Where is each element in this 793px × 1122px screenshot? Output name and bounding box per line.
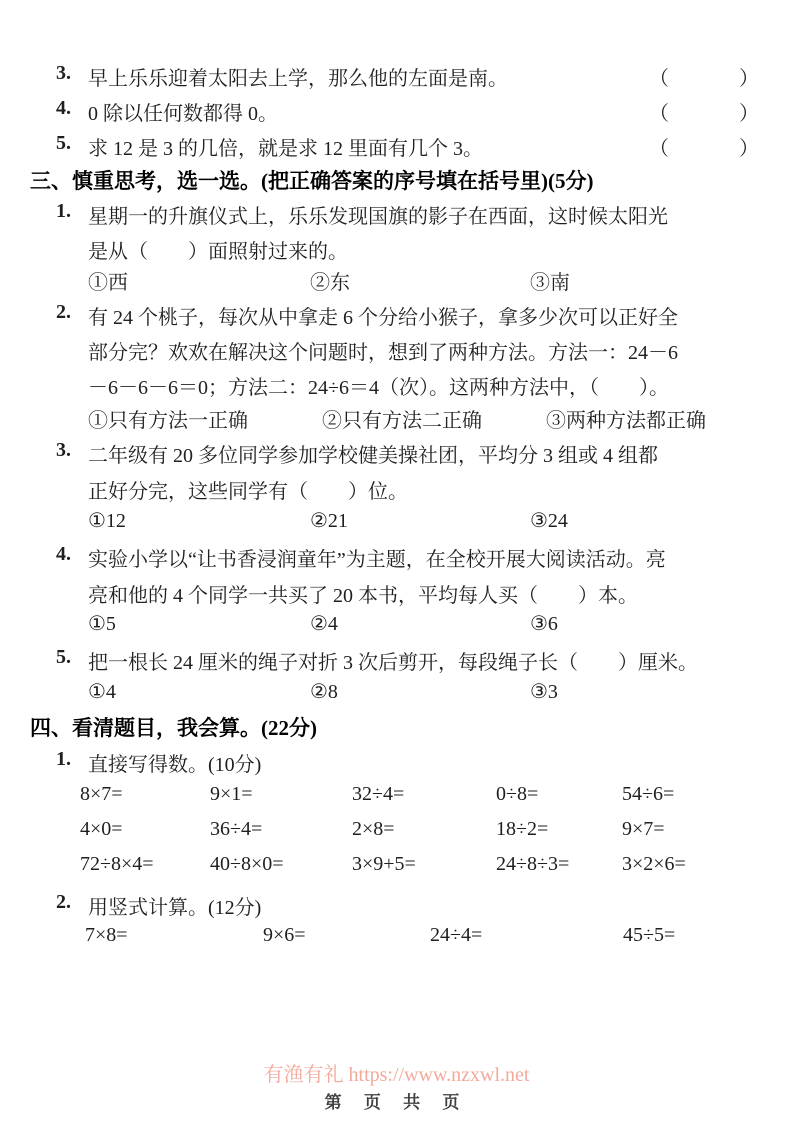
calc-row <box>0 818 793 850</box>
question-text: 有 24 个桃子，每次从中拿走 6 个分给小猴子，拿多少次可以正好全 <box>88 307 678 329</box>
answer-bracket: （ ） <box>649 103 769 125</box>
calc-row <box>0 783 793 815</box>
choice-question-line <box>0 579 793 611</box>
question-text: 正好分完，这些同学有（ ）位。 <box>88 481 408 503</box>
question-text: 是从（ ）面照射过来的。 <box>88 241 348 263</box>
vertical-calc-row <box>0 924 793 956</box>
option-1: ①4 <box>88 681 116 703</box>
question-number: 3. <box>56 62 71 84</box>
question-text: 二年级有 20 多位同学参加学校健美操社团，平均分 3 组或 4 组都 <box>88 445 658 467</box>
question-text: 亮和他的 4 个同学一共买了 20 本书，平均每人买（ ）本。 <box>88 585 638 607</box>
option-3: ③3 <box>530 681 558 703</box>
question-text: 求 12 是 3 的几倍，就是求 12 里面有几个 3。 <box>88 138 483 160</box>
choice-question-line <box>0 301 793 333</box>
calc-item: 7×8= <box>85 924 128 946</box>
question-text: 早上乐乐迎着太阳去上学，那么他的左面是南。 <box>88 68 508 90</box>
option-2: ②东 <box>310 272 350 294</box>
calc-item: 32÷4= <box>352 783 405 805</box>
choice-question-line <box>0 475 793 507</box>
option-2: ②21 <box>310 510 348 532</box>
section-heading: 三、慎重思考，选一选。(把正确答案的序号填在括号里)(5分) <box>30 169 594 193</box>
option-2: ②8 <box>310 681 338 703</box>
choice-options-row <box>0 508 793 540</box>
subsection-title: 用竖式计算。(12分) <box>88 897 262 919</box>
choice-question-line <box>0 235 793 267</box>
calc-item: 3×9+5= <box>352 853 416 875</box>
choice-options-row <box>0 611 793 643</box>
question-text: －6－6－6＝0；方法二：24÷6＝4（次）。这两种方法中，（ ）。 <box>88 377 669 399</box>
subsection-row <box>0 891 793 923</box>
calc-item: 0÷8= <box>496 783 539 805</box>
question-number: 4. <box>56 543 71 565</box>
option-1: ①西 <box>88 272 128 294</box>
answer-bracket: （ ） <box>649 68 769 90</box>
section-three-heading-row <box>0 165 793 197</box>
calc-item: 4×0= <box>80 818 123 840</box>
choice-question-line <box>0 371 793 403</box>
subsection-row <box>0 748 793 780</box>
option-1: ①5 <box>88 613 116 635</box>
option-2: ②只有方法二正确 <box>322 410 482 432</box>
question-number: 3. <box>56 439 71 461</box>
choice-question-line <box>0 200 793 232</box>
subsection-number: 2. <box>56 891 71 913</box>
calc-item: 54÷6= <box>622 783 675 805</box>
judge-item <box>0 97 793 129</box>
option-1: ①12 <box>88 510 126 532</box>
calc-item: 2×8= <box>352 818 395 840</box>
option-3: ③南 <box>530 272 570 294</box>
calc-item: 9×6= <box>263 924 306 946</box>
section-heading: 四、看清题目，我会算。(22分) <box>30 716 317 740</box>
question-text: 把一根长 24 厘米的绳子对折 3 次后剪开，每段绳子长（ ）厘米。 <box>88 652 698 674</box>
calc-item: 24÷4= <box>430 924 483 946</box>
calc-item: 72÷8×4= <box>80 853 154 875</box>
choice-question-line <box>0 439 793 471</box>
calc-item: 18÷2= <box>496 818 549 840</box>
answer-bracket: （ ） <box>649 138 769 160</box>
judge-item <box>0 62 793 94</box>
choice-options-row <box>0 404 793 436</box>
question-number: 5. <box>56 132 71 154</box>
calc-item: 24÷8÷3= <box>496 853 570 875</box>
judge-item <box>0 132 793 164</box>
choice-question-line <box>0 646 793 678</box>
calc-row <box>0 853 793 885</box>
section-four-heading-row <box>0 712 793 744</box>
calc-item: 45÷5= <box>623 924 676 946</box>
choice-question-line <box>0 543 793 575</box>
subsection-title: 直接写得数。(10分) <box>88 754 262 776</box>
option-2: ②4 <box>310 613 338 635</box>
question-number: 5. <box>56 646 71 668</box>
choice-options-row <box>0 266 793 298</box>
question-text: 部分完？欢欢在解决这个问题时，想到了两种方法。方法一：24－6 <box>88 342 678 364</box>
footer-watermark: 有渔有礼 https://www.nzxwl.net <box>263 1064 530 1086</box>
question-text: 星期一的升旗仪式上，乐乐发现国旗的影子在西面，这时候太阳光 <box>88 206 668 228</box>
calc-item: 3×2×6= <box>622 853 686 875</box>
calc-item: 9×7= <box>622 818 665 840</box>
option-3: ③6 <box>530 613 558 635</box>
question-number: 4. <box>56 97 71 119</box>
question-text: 实验小学以“让书香浸润童年”为主题，在全校开展大阅读活动。亮 <box>88 549 666 571</box>
subsection-number: 1. <box>56 748 71 770</box>
question-number: 1. <box>56 200 71 222</box>
calc-item: 40÷8×0= <box>210 853 284 875</box>
option-1: ①只有方法一正确 <box>88 410 248 432</box>
choice-question-line <box>0 336 793 368</box>
option-3: ③两种方法都正确 <box>546 410 706 432</box>
question-number: 2. <box>56 301 71 323</box>
calc-item: 36÷4= <box>210 818 263 840</box>
choice-options-row <box>0 679 793 711</box>
option-3: ③24 <box>530 510 568 532</box>
question-text: 0 除以任何数都得 0。 <box>88 103 278 125</box>
calc-item: 8×7= <box>80 783 123 805</box>
footer-page-label: 第 页 共 页 <box>324 1093 469 1112</box>
calc-item: 9×1= <box>210 783 253 805</box>
